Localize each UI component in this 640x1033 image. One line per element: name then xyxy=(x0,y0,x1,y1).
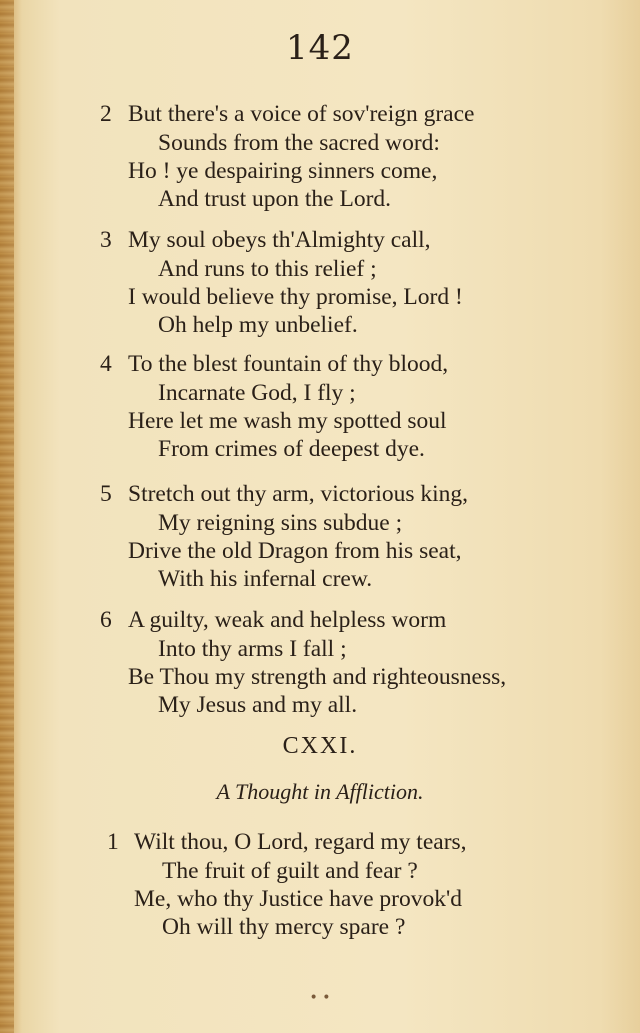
verse-line: Oh help my unbelief. xyxy=(158,312,358,338)
stanza-number: 3 xyxy=(100,227,112,253)
verse-line: But there's a voice of sov'reign grace xyxy=(128,101,475,127)
verse-line: My soul obeys th'Almighty call, xyxy=(128,227,431,253)
hymn-number-heading: CXXI. xyxy=(282,733,358,759)
page-number: 142 xyxy=(286,28,354,68)
verse-line: My reigning sins subdue ; xyxy=(158,510,403,536)
verse-line: From crimes of deepest dye. xyxy=(158,436,425,462)
stanza-number: 2 xyxy=(100,101,112,127)
page-spine-edge xyxy=(0,0,14,1033)
stanza-number: 1 xyxy=(107,829,119,855)
verse-line: Incarnate God, I fly ; xyxy=(158,380,356,406)
stanza-number: 5 xyxy=(100,481,112,507)
verse-line: I would believe thy promise, Lord ! xyxy=(128,284,463,310)
verse-line: With his infernal crew. xyxy=(158,566,373,592)
verse-line: To the blest fountain of thy blood, xyxy=(128,351,449,377)
verse-line: Drive the old Dragon from his seat, xyxy=(128,538,462,564)
verse-line: Stretch out thy arm, victorious king, xyxy=(128,481,469,507)
printer-ornament: • • xyxy=(309,990,331,1006)
verse-line: Oh will thy mercy spare ? xyxy=(162,914,406,940)
verse-line: And trust upon the Lord. xyxy=(158,186,392,212)
stanza-number: 6 xyxy=(100,607,112,633)
verse-line: Here let me wash my spotted soul xyxy=(128,408,447,434)
verse-line: Be Thou my strength and righteousness, xyxy=(128,664,507,690)
verse-line: Sounds from the sacred word: xyxy=(158,130,440,156)
hymn-subtitle: A Thought in Affliction. xyxy=(216,779,424,804)
verse-line: A guilty, weak and helpless worm xyxy=(128,607,447,633)
verse-line: Into thy arms I fall ; xyxy=(158,636,347,662)
verse-line: Wilt thou, O Lord, regard my tears, xyxy=(134,829,467,855)
verse-line: Ho ! ye despairing sinners come, xyxy=(128,158,438,184)
verse-line: My Jesus and my all. xyxy=(158,692,358,718)
verse-line: And runs to this relief ; xyxy=(158,256,377,282)
stanza-number: 4 xyxy=(100,351,112,377)
verse-line: The fruit of guilt and fear ? xyxy=(162,858,418,884)
verse-line: Me, who thy Justice have provok'd xyxy=(134,886,462,912)
